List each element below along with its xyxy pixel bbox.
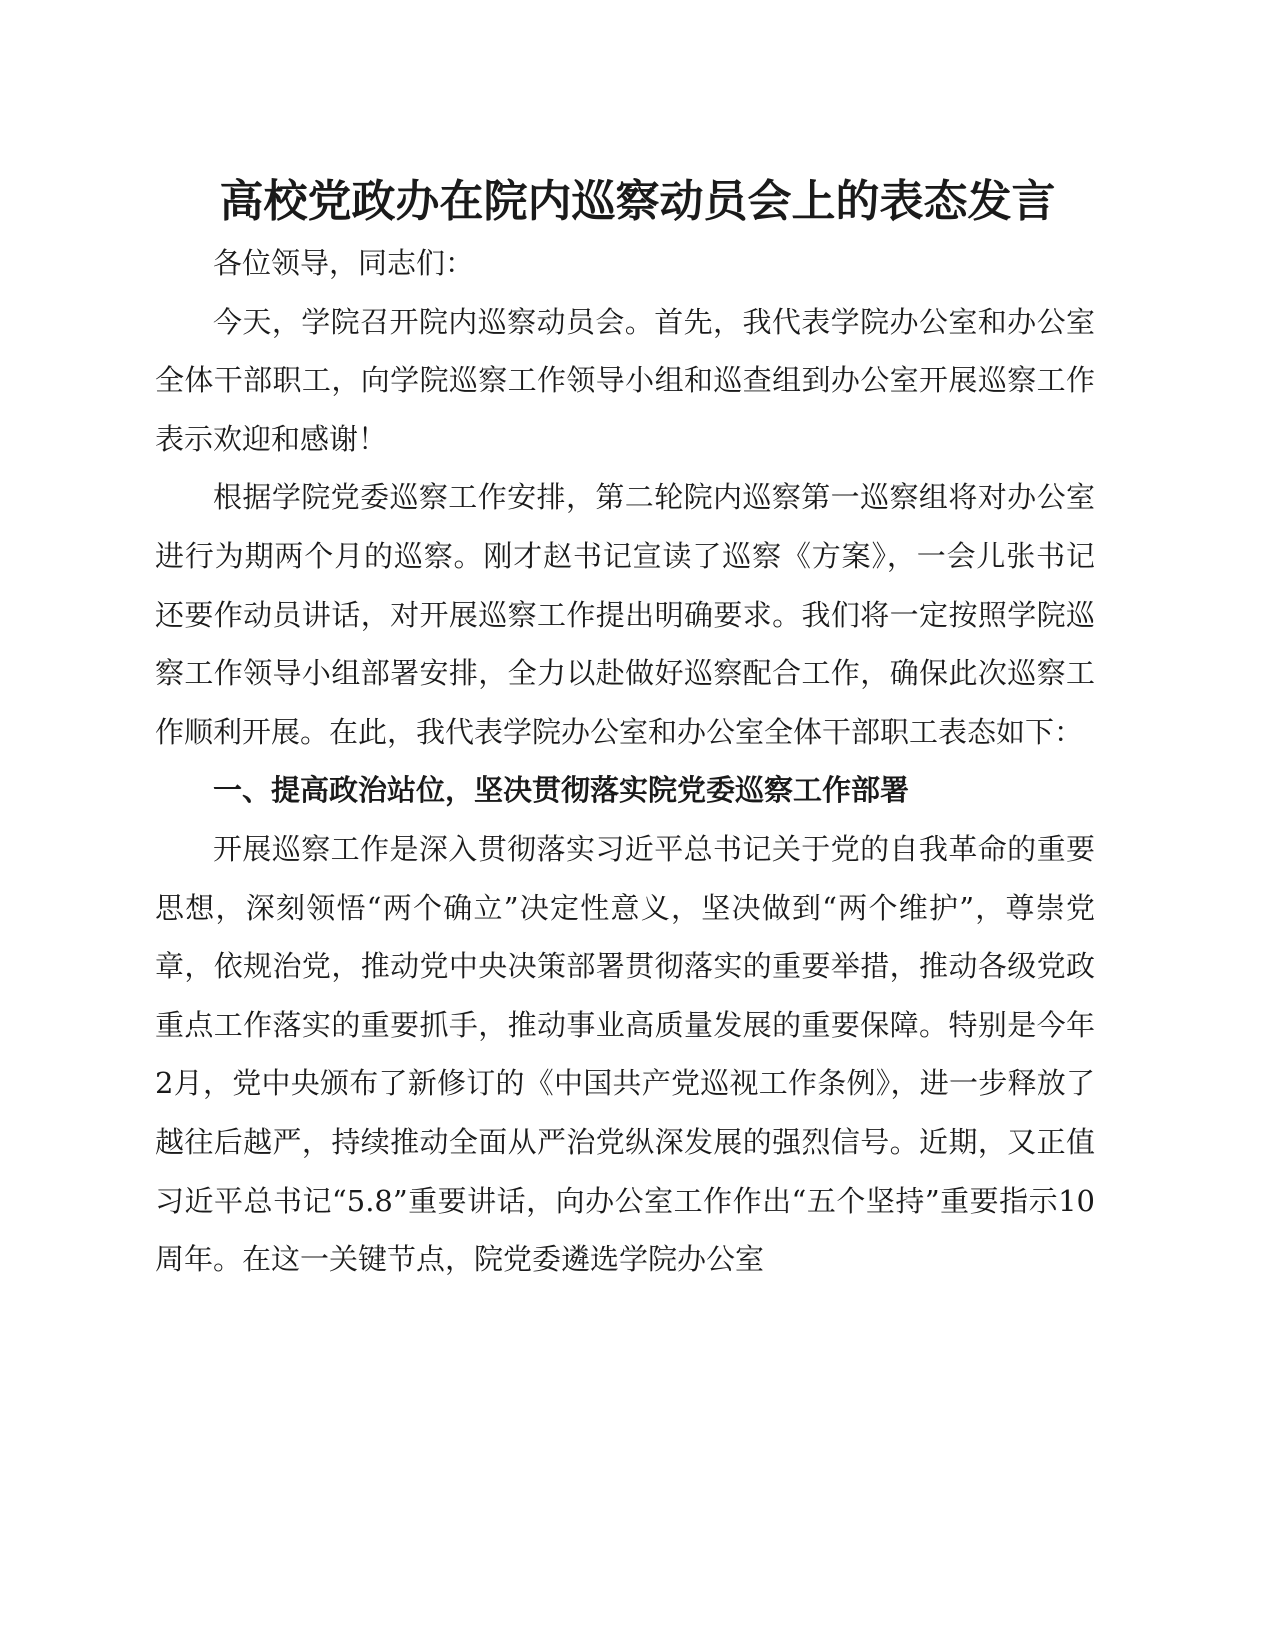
paragraph-welcome: 今天，学院召开院内巡察动员会。首先，我代表学院办公室和办公室全体干部职工，向学院巡察工作领导小组和巡查组到办公室开展巡察工作表示欢迎和感谢！ xyxy=(155,304,1095,456)
salutation: 各位领导，同志们： xyxy=(213,246,475,280)
section-heading: 一、提高政治站位，坚决贯彻落实院党委巡察工作部署 xyxy=(213,773,910,808)
paragraph-section-one: 开展巡察工作是深入贯彻落实习近平总书记关于党的自我革命的重要思想，深刻领悟“两个确立”决定性意义，坚决做到“两个维护”，尊崇党章，依规治党，推动党中央决策部署贯彻落实的重要举措，推动各级党政重点工作落实的重要抓手，推动事业高质量发展的重要保障。特别是今年2月，党中央颁布了新修订的《中国共产党巡视工作条例》，进一步释放了越往后越严，持续推动全面从严治党纵深发展的强烈信号。近期，又正值习近平总书记“5.8”重要讲话，向办公室工作作出“五个坚持”重要指示10周年。在这一关键节点，院党委遴选学院办公室 xyxy=(155,831,1095,1277)
document-body xyxy=(155,234,1095,1289)
paragraph-arrangement: 根据学院党委巡察工作安排，第二轮院内巡察第一巡察组将对办公室进行为期两个月的巡察。刚才赵书记宣读了巡察《方案》，一会儿张书记还要作动员讲话，对开展巡察工作提出明确要求。我们将一定按照学院巡察工作领导小组部署安排，全力以赴做好巡察配合工作，确保此次巡察工作顺利开展。在此，我代表学院办公室和办公室全体干部职工表态如下： xyxy=(155,480,1095,749)
document-title: 高校党政办在院内巡察动员会上的表态发言 xyxy=(219,176,1056,227)
